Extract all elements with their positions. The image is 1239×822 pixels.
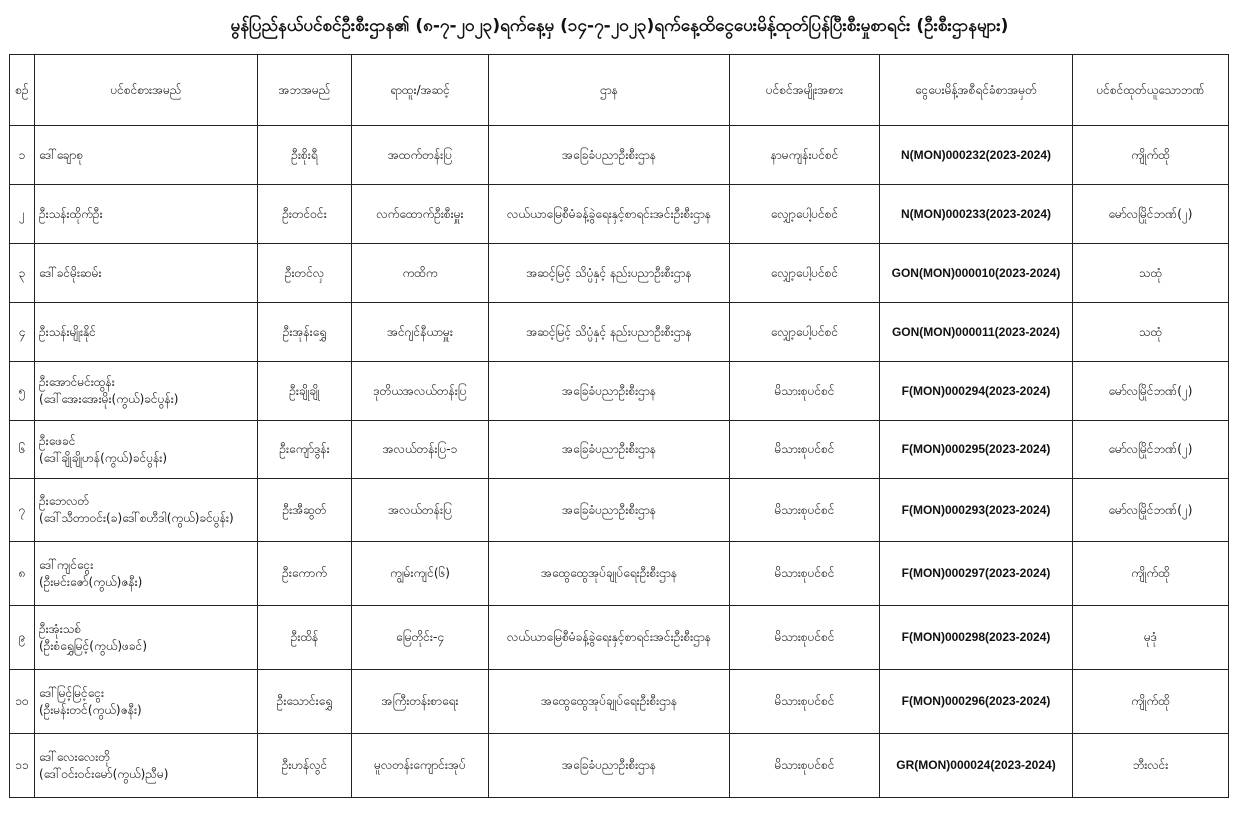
cell-rank: မြေတိုင်း-၄ xyxy=(352,606,489,670)
cell-license: F(MON)000298(2023-2024) xyxy=(880,606,1073,670)
cell-father: ဦးအီဆွတ် xyxy=(258,479,352,542)
cell-pensioner xyxy=(35,421,258,479)
cell-pension-type: လျှော့ပေါ့ပင်စင် xyxy=(730,303,880,362)
cell-department: အခြေခံပညာဦးစီးဌာန xyxy=(489,362,730,421)
pensioner-name: ဦးသန်းမျိုးနိုင် xyxy=(39,324,96,339)
header-father: အဘအမည် xyxy=(258,55,352,126)
cell-department: လယ်ယာမြေစီမံခန့်ခွဲရေးနှင့်စာရင်းအင်းဦးစီးဌာန xyxy=(489,185,730,244)
pensioner-relation: (ဒေါ်ချိုချိုဟန်(ကွယ်)ခင်ပွန်း) xyxy=(39,450,168,465)
cell-treasury: မော်လမြိုင်ဘဏ်(၂) xyxy=(1073,421,1229,479)
cell-treasury: ဘီးလင်း xyxy=(1073,734,1229,798)
cell-no: ၇ xyxy=(10,479,35,542)
cell-father: ဦးစိုးရီ xyxy=(258,126,352,185)
cell-department: အထွေထွေအုပ်ချုပ်ရေးဦးစီးဌာန xyxy=(489,670,730,734)
cell-pension-type: မိသားစုပင်စင် xyxy=(730,421,880,479)
cell-rank: ကျွမ်းကျင်(၆) xyxy=(352,542,489,606)
header-pension-type: ပင်စင်အမျိုးအစား xyxy=(730,55,880,126)
cell-rank: အကြီးတန်းစာရေး xyxy=(352,670,489,734)
cell-pensioner xyxy=(35,244,258,303)
cell-pensioner xyxy=(35,542,258,606)
table-row xyxy=(10,362,1229,421)
cell-treasury: သထုံ xyxy=(1073,244,1229,303)
table-row xyxy=(10,185,1229,244)
cell-no: ၉ xyxy=(10,606,35,670)
cell-license: F(MON)000295(2023-2024) xyxy=(880,421,1073,479)
pensioner-name: ဦးဖေခင် xyxy=(39,433,76,448)
cell-no: ၁၁ xyxy=(10,734,35,798)
cell-pensioner xyxy=(35,126,258,185)
table-body xyxy=(10,126,1229,798)
pensioner-relation: (ဦးစံရွှေမြင့်(ကွယ်)ဖခင်) xyxy=(39,638,147,653)
cell-rank: မူလတန်းကျောင်းအုပ် xyxy=(352,734,489,798)
document-title: မွန်ပြည်နယ်ပင်စင်ဦးစီးဌာန၏ (၈-၇-၂၀၂၃)ရက်နေ့မှ (၁၄-၇-၂၀၂၃)ရက်နေ့ထိငွေပေးမိန့်ထုတ်ပြန်ပြီးစီးမှုစာရင်း (ဦးစီးဌာနများ) xyxy=(230,16,1009,36)
pensioner-name: ဒေါ်ချော‌စု xyxy=(39,147,84,162)
cell-license: GON(MON)000011(2023-2024) xyxy=(880,303,1073,362)
cell-pensioner xyxy=(35,362,258,421)
header-rank: ရာထူး/အဆင့် xyxy=(352,55,489,126)
cell-license: F(MON)000293(2023-2024) xyxy=(880,479,1073,542)
pensioner-name: ဒေါ်မြင့်မြင့်ငွေး xyxy=(39,685,104,700)
cell-father: ဦးသောင်းရွှေ xyxy=(258,670,352,734)
cell-pension-type: မိသားစုပင်စင် xyxy=(730,734,880,798)
cell-father: ဦးတင်လှ xyxy=(258,244,352,303)
cell-treasury: သထုံ xyxy=(1073,303,1229,362)
pensioner-name: ဦးသန်းထိုက်ဦး xyxy=(39,206,103,221)
cell-pensioner xyxy=(35,479,258,542)
cell-no: ၆ xyxy=(10,421,35,479)
pensioner-name: ဦးဘေလတ် xyxy=(39,494,90,508)
cell-pensioner xyxy=(35,734,258,798)
cell-license: GR(MON)000024(2023-2024) xyxy=(880,734,1073,798)
cell-father: ဦးကောက် xyxy=(258,542,352,606)
cell-treasury: ကျိုက်ထို xyxy=(1073,126,1229,185)
cell-no: ၄ xyxy=(10,303,35,362)
cell-pension-type: မိသားစုပင်စင် xyxy=(730,670,880,734)
cell-rank: လက်ထောက်ဦးစီးမှူး xyxy=(352,185,489,244)
table-row xyxy=(10,734,1229,798)
cell-rank: အလယ်တန်းပြ-၁ xyxy=(352,421,489,479)
table-row xyxy=(10,244,1229,303)
cell-department: အခြေခံပညာဦးစီးဌာန xyxy=(489,126,730,185)
cell-department: အထွေထွေအုပ်ချုပ်ရေးဦးစီးဌာန xyxy=(489,542,730,606)
cell-father: ဦးအုန်းရွှေ xyxy=(258,303,352,362)
pensioner-name: ဒေါ်ကျင်ငွေး xyxy=(39,557,94,572)
pensioner-name: ဒေါ်ခင်မိုးဆမ်း xyxy=(39,265,102,280)
cell-department: အခြေခံပညာဦးစီးဌာန xyxy=(489,421,730,479)
pensioner-relation: (ဒေါ်ဝင်းဝင်းမော်(ကွယ်)ညီမ) xyxy=(39,766,169,781)
cell-rank: အထက်တန်းပြ xyxy=(352,126,489,185)
cell-license: F(MON)000296(2023-2024) xyxy=(880,670,1073,734)
cell-pension-type: နာမကျန်းပင်စင် xyxy=(730,126,880,185)
cell-father: ဦးထိန် xyxy=(258,606,352,670)
cell-father: ဦးတင်ဝင်း xyxy=(258,185,352,244)
cell-treasury: မော်လမြိုင်ဘဏ်(၂) xyxy=(1073,185,1229,244)
cell-treasury: ကျိုက်ထို xyxy=(1073,542,1229,606)
cell-no: ၅ xyxy=(10,362,35,421)
cell-no: ၁ xyxy=(10,126,35,185)
cell-pensioner xyxy=(35,606,258,670)
cell-no: ၂ xyxy=(10,185,35,244)
cell-pension-type: မိသားစုပင်စင် xyxy=(730,479,880,542)
pensioner-name: ဒေါ်လေးလေးတို xyxy=(39,749,111,764)
cell-department: အခြေခံပညာဦးစီးဌာန xyxy=(489,734,730,798)
header-license: ငွေပေးမိန့်အစီရင်ခံစာအမှတ် xyxy=(880,55,1073,126)
cell-department: အခြေခံပညာဦးစီးဌာန xyxy=(489,479,730,542)
table-row xyxy=(10,421,1229,479)
header-department: ဌာန xyxy=(489,55,730,126)
cell-treasury: မုဒုံ xyxy=(1073,606,1229,670)
pension-table xyxy=(9,54,1229,798)
cell-no: ၁၀ xyxy=(10,670,35,734)
pensioner-name: ဦးအောင်မင်းထွန်း xyxy=(39,375,115,389)
cell-no: ၈ xyxy=(10,542,35,606)
cell-department: အဆင့်မြင့် သိပ္ပံနှင့် နည်းပညာဦးစီးဌာန xyxy=(489,303,730,362)
cell-pension-type: မိသားစုပင်စင် xyxy=(730,542,880,606)
pensioner-relation: (ဒေါ်အေးအေးမိုး(ကွယ်)ခင်ပွန်း) xyxy=(39,392,179,406)
table-row xyxy=(10,479,1229,542)
cell-pension-type: လျှော့ပေါ့ပင်စင် xyxy=(730,185,880,244)
table-row xyxy=(10,606,1229,670)
header-pensioner: ပင်စင်စားအမည် xyxy=(35,55,258,126)
table-row xyxy=(10,126,1229,185)
cell-treasury: မော်လမြိုင်ဘဏ်(၂) xyxy=(1073,479,1229,542)
cell-license: F(MON)000294(2023-2024) xyxy=(880,362,1073,421)
cell-father: ဦးချိုချို xyxy=(258,362,352,421)
cell-pensioner xyxy=(35,670,258,734)
cell-license: N(MON)000232(2023-2024) xyxy=(880,126,1073,185)
table-header-row xyxy=(10,55,1229,126)
header-treasury: ပင်စင်ထုတ်ယူသောဘဏ် xyxy=(1073,55,1229,126)
cell-no: ၃ xyxy=(10,244,35,303)
cell-pensioner xyxy=(35,185,258,244)
cell-father: ဦးကျော်ဒွန်း xyxy=(258,421,352,479)
table-row xyxy=(10,670,1229,734)
pensioner-relation: (ဒေါ်သီတာဝင်း(ခ)ဒေါ်စဟီဒါ(ကွယ်)ခင်ပွန်း) xyxy=(39,511,234,525)
cell-pension-type: မိသားစုပင်စင် xyxy=(730,362,880,421)
cell-treasury: ကျိုက်ထို xyxy=(1073,670,1229,734)
pensioner-relation: (ဦးမင်းဇော်(ကွယ်)ဇနီး) xyxy=(39,574,143,589)
cell-rank: ကထိက xyxy=(352,244,489,303)
table-row xyxy=(10,542,1229,606)
cell-license: N(MON)000233(2023-2024) xyxy=(880,185,1073,244)
pensioner-name: ဦးအုံးသစ် xyxy=(39,621,82,636)
cell-rank: ဒုတိယအလယ်တန်းပြ xyxy=(352,362,489,421)
cell-pensioner xyxy=(35,303,258,362)
cell-license: F(MON)000297(2023-2024) xyxy=(880,542,1073,606)
cell-pension-type: မိသားစုပင်စင် xyxy=(730,606,880,670)
header-no: စဉ် xyxy=(10,55,35,126)
table-row xyxy=(10,303,1229,362)
cell-rank: အလယ်တန်းပြ xyxy=(352,479,489,542)
cell-rank: အင်ဂျင်နီယာမှူး xyxy=(352,303,489,362)
cell-department: အဆင့်မြင့် သိပ္ပံနှင့် နည်းပညာဦးစီးဌာန xyxy=(489,244,730,303)
cell-treasury: မော်လမြိုင်ဘဏ်(၂) xyxy=(1073,362,1229,421)
cell-father: ဦးဟန်လွင် xyxy=(258,734,352,798)
pensioner-relation: (ဦးမန်းတင်(ကွယ်)ဇနီး) xyxy=(39,702,142,717)
cell-pension-type: လျှော့ပေါ့ပင်စင် xyxy=(730,244,880,303)
cell-department: လယ်ယာမြေစီမံခန့်ခွဲရေးနှင့်စာရင်းအင်းဦးစီးဌာန xyxy=(489,606,730,670)
cell-license: GON(MON)000010(2023-2024) xyxy=(880,244,1073,303)
